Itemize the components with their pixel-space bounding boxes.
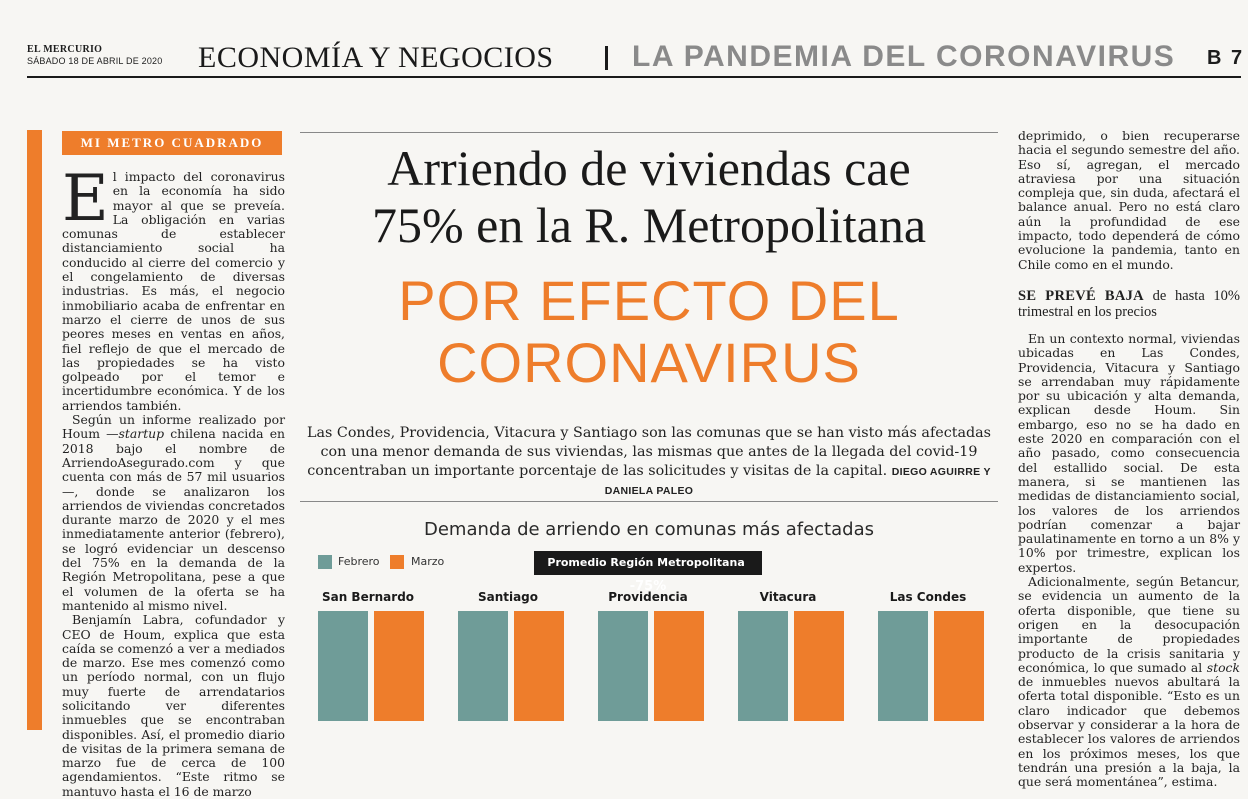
bar-marzo-san-bernardo — [374, 611, 424, 721]
bar-marzo-providencia — [654, 611, 704, 721]
category-label-providencia: Providencia — [608, 590, 688, 604]
category-label-san-bernardo: San Bernardo — [321, 590, 415, 604]
paragraph-text: chilena nacida en 2018 bajo el nombre de ArriendoAsegurado.com y que cuenta con más de 57 mil usuarios—, donde se analizaron los arriendos de viviendas concretados durante marzo de 2020 y el mes inmediatamente anterior (febrero), se logró evidenciar un descenso del 75% en la demanda de la Región Metropolitana, pese a que el volumen de la oferta se ha mantenido al mismo nivel. — [62, 426, 286, 613]
legend-label-marzo: Marzo — [411, 555, 445, 568]
bar-febrero-san-bernardo — [318, 611, 368, 721]
category-label-vitacura: Vitacura — [759, 590, 817, 604]
bar-febrero-las-condes — [878, 611, 928, 721]
legend-swatch-febrero — [318, 555, 332, 569]
average-badge — [534, 551, 762, 594]
bar-marzo-santiago — [514, 611, 564, 721]
paragraph — [1018, 575, 1240, 789]
average-label: Promedio Región Metropolitana — [547, 556, 745, 569]
headline-rule — [300, 132, 998, 133]
subheading-text: de hasta 10% trimestral en los precios — [1018, 287, 1240, 320]
headline-line: Arriendo de viviendas cae — [387, 140, 911, 196]
paragraph — [62, 162, 285, 413]
left-article-column — [62, 162, 286, 799]
italic-term: startup — [118, 426, 165, 442]
column-label: MI METRO CUADRADO — [62, 131, 282, 155]
subheading-bold: SE PREVÉ BAJA — [1018, 287, 1144, 304]
headline-line: POR EFECTO DEL — [398, 269, 900, 332]
column-accent-bar — [27, 130, 42, 730]
lede-text: Las Condes, Providencia, Vitacura y Santiago son las comunas que se han visto más afectadas con una menor demanda de sus viviendas, las mismas que antes de la llegada del covid-19 concentraban un importante porcentaje de las solicitudes y visitas de la capital. — [306, 425, 991, 479]
average-value: -75% — [629, 579, 667, 594]
drop-cap: E — [62, 162, 109, 236]
bar-febrero-vitacura — [738, 611, 788, 721]
topic-title: LA PANDEMIA DEL CORONAVIRUS — [632, 40, 1176, 73]
headline-main — [300, 140, 998, 254]
issue-date: SÁBADO 18 DE ABRIL DE 2020 — [27, 56, 163, 66]
legend-label-febrero: Febrero — [338, 555, 380, 568]
paragraph: Benjamín Labra, cofundador y CEO de Houm, explica que esta caída se comenzó a ver a mediados de marzo. Ese mes comenzó como un período normal, con un flujo muy fuerte de arrendatarios solicitando ver diferentes inmuebles que se encontraban disponibles. Así, el promedio diario de visitas de la primera semana de marzo fue de cerca de 100 agendamientos. “Este ritmo se mantuvo hasta el 16 de marzo — [62, 612, 285, 799]
paragraph-text: de inmuebles nuevos abultará la oferta total disponible. “Esto es un claro indicador que debemos observar y considerar a la hora de establecer los valores de arriendos en los próximos meses, los que tendrán una presión a la baja, la que será momentánea”, estima. — [1018, 674, 1240, 790]
legend-swatch-marzo — [390, 555, 404, 569]
subheading — [1018, 288, 1240, 320]
paragraph: deprimido, o bien recuperarse hacia el segundo semestre del año. Eso sí, agregan, el mercado atraviesa por una situación compleja que, sin duda, afectará el balance anual. Pero no está claro aún la profundidad de ese impacto, todo dependerá de cómo evolucione la pandemia, tanto en Chile como en el mundo. — [1018, 128, 1240, 272]
bar-marzo-vitacura — [794, 611, 844, 721]
headline-line: 75% en la R. Metropolitana — [371, 197, 927, 253]
paragraph-text: Adicionalmente, según Betancur, se evidencia un aumento de la oferta disponible, que tiene su origen en la desocupación importante de propiedades producto de la crisis sanitaria y económica, lo que sumado al — [1018, 574, 1240, 675]
chart-title: Demanda de arriendo en comunas más afectadas — [424, 519, 874, 540]
paragraph-text: l impacto del coronavirus en la economía ha sido mayor al que se preveía. La obligación en varias comunas de establecer distanciamiento social ha conducido al cierre del comercio y el congelamiento de diversas industrias. Es más, el negocio inmobiliario acaba de enfrentar en marzo el cierre de unos de sus peores meses en ventas en años, fiel reflejo de que el mercado de las propiedades se ha visto golpeado por el temor e incertidumbre económica. Y de los arriendos también. — [62, 169, 285, 413]
italic-term: stock — [1206, 659, 1240, 675]
paragraph-text: Según un informe realizado por Houm — — [62, 412, 285, 442]
section-title: ECONOMÍA Y NEGOCIOS — [198, 41, 554, 74]
section-divider — [605, 46, 608, 70]
byline: DIEGO AGUIRRE Y DANIELA PALEO — [604, 466, 991, 497]
newspaper-name: EL MERCURIO — [27, 44, 103, 55]
bar-febrero-providencia — [598, 611, 648, 721]
masthead-rule — [27, 76, 1241, 78]
category-label-las-condes: Las Condes — [889, 590, 967, 604]
headline-line: CORONAVIRUS — [437, 331, 861, 394]
category-label-santiago: Santiago — [477, 590, 539, 604]
article-lede — [300, 424, 998, 500]
right-article-column — [1018, 129, 1240, 789]
lede-rule — [300, 501, 998, 502]
headline-accent — [300, 270, 998, 394]
paragraph: En un contexto normal, viviendas ubicadas en Las Condes, Providencia, Vitacura y Santiago se arrendaban muy rápidamente por su ubicación y alta demanda, explican desde Houm. Sin embargo, eso no se ha dado en este 2020 en comparación con el año pasado, como consecuencia del estallido social. De esta manera, si se mantienen las medidas de distanciamiento social, los valores de los arriendos podrían comenzar a bajar paulatinamente en torno a un 8% y 10% por trimestre, explican los expertos. — [1018, 330, 1240, 575]
paragraph — [62, 413, 285, 613]
bar-marzo-las-condes — [934, 611, 984, 721]
page-number: B 7 — [1207, 47, 1245, 69]
bar-febrero-santiago — [458, 611, 508, 721]
